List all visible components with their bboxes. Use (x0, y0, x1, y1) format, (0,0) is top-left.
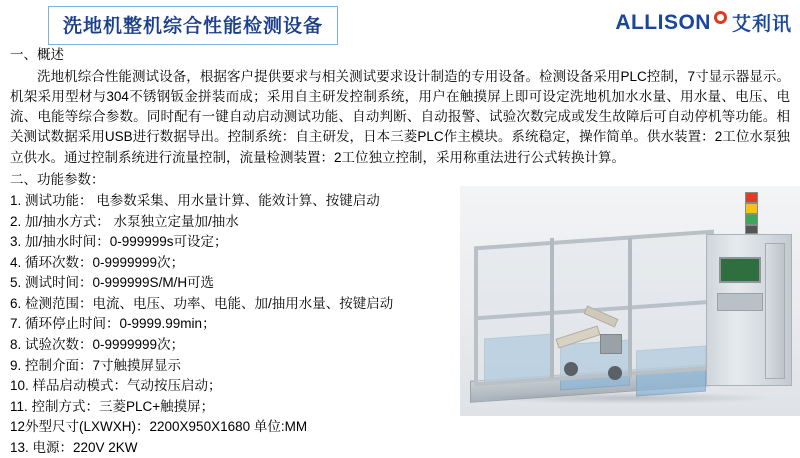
tower-light-red-icon (745, 192, 758, 203)
page-title: 洗地机整机综合性能检测设备 (63, 16, 324, 37)
actuator-link (584, 305, 619, 327)
brand-circle-icon (714, 11, 727, 24)
list-item: 2. 加/抽水方式： 水泵独立定量加/抽水 (10, 213, 239, 229)
brand-name-latin: ALLISON (615, 10, 711, 34)
list-item: 3. 加/抽水时间：0-999999s可设定； (10, 234, 228, 250)
list-item: 1. 测试功能： 电参数采集、用水量计算、能效计算、按键启动 (10, 193, 380, 209)
actuator-link (556, 325, 601, 348)
list-item: 12外型尺寸(LXWXH)：2200X950X1680 单位:MM (10, 419, 308, 435)
page-title-box (48, 6, 338, 45)
overview-paragraph: 洗地机综合性能测试设备，根据客户提供要求与相关测试要求设计制造的专用设备。检测设备采用PLC控制，7寸显示器显示。机架采用型材与304不锈钢钣金拼装而成；采用自主研发控制系统，用户在触摸屏上即可设定洗地机加水水量、用水量、电压、电流、电能等综合参数。同时配有一键自动启动测试功能、自动判断、自动报警、试验次数完成或发生故障后可自动停机等功能。相关测试数据采用USB进行数据导出。控制系统：自主研发，日本三菱PLC作主模块。系统稳定，操作简单。供水装置：2工位水泵独立供水。通过控制系统进行流量控制，流量检测装置：2工位独立控制，采用称重法进行公式转换计算。 (10, 68, 790, 165)
tower-light-base-icon (745, 225, 758, 234)
machine-frame-post (628, 238, 632, 378)
list-item: 8. 试验次数：0-9999999次； (10, 336, 185, 352)
cabinet-door (765, 243, 785, 379)
machine-wheel (564, 362, 578, 376)
list-item: 7. 循环停止时间：0-9999.99min； (10, 316, 216, 332)
signal-tower-light (745, 192, 758, 236)
params-heading: 二、功能参数： (10, 171, 105, 187)
product-photo (460, 186, 800, 416)
list-item: 5. 测试时间：0-999999S/M/H可选 (10, 275, 215, 291)
list-item: 6. 检测范围：电流、电压、功率、电能、加/抽用水量、按键启动 (10, 295, 394, 311)
brand-name-chinese: 艾利讯 (731, 14, 792, 35)
machine-frame-post (550, 238, 554, 378)
tower-light-green-icon (745, 214, 758, 225)
touchscreen-display[interactable] (719, 257, 761, 283)
list-item: 4. 循环次数：0-9999999次； (10, 254, 185, 270)
machine-wheel (608, 366, 622, 380)
photo-shadow (478, 392, 778, 404)
overview-heading: 一、概述 (10, 47, 64, 62)
brand-logo (615, 9, 792, 36)
tower-light-yellow-icon (745, 203, 758, 214)
list-item: 13. 电源：220V 2KW (10, 439, 138, 455)
control-cabinet (706, 234, 792, 386)
list-item: 9. 控制介面：7寸触摸屏显示 (10, 357, 182, 373)
list-item: 10. 样品启动模式：气动按压启动； (10, 378, 222, 394)
list-item: 11. 控制方式：三菱PLC+触摸屏； (10, 398, 215, 414)
button-panel[interactable] (717, 293, 763, 311)
actuator-head (600, 334, 622, 354)
page-header (0, 0, 800, 44)
test-actuator-arm (556, 306, 628, 360)
